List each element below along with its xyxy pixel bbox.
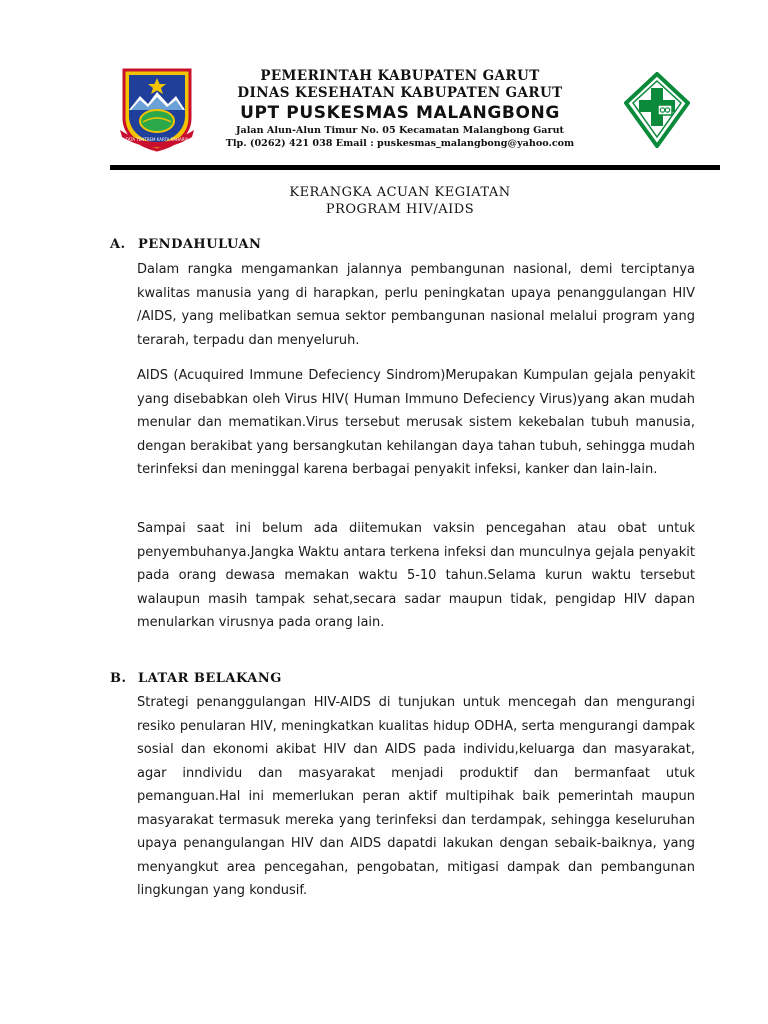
section-b-letter: B.: [110, 671, 127, 686]
letterhead-agency: DINAS KESEHATAN KABUPATEN GARUT: [237, 85, 563, 101]
letterhead-divider: [110, 165, 720, 170]
letterhead-contact: Tlp. (0262) 421 038 Email : puskesmas_malangbong@yahoo.com: [225, 138, 575, 149]
document-title: [140, 184, 660, 218]
letterhead: [200, 68, 600, 150]
section-a-paragraph-3: Sampai saat ini belum ada diitemukan vaksin pencegahan atau obat untuk penyembuhanya.Jangka Waktu antara terkena infeksi dan munculnya gejala penyakit pada orang dewasa memakan waktu 5-10 tahun.Selama kurun waktu tersebut walaupun masih tampak sehat,secara sadar maupun tidak, pengidap HIV dapan menularkan virusnya pada orang lain.: [137, 521, 695, 630]
section-b-paragraph-1: Strategi penanggulangan HIV-AIDS di tunjukan untuk mencegah dan mengurangi resiko penularan HIV, meningkatkan kualitas hidup ODHA, serta mengurangi dampak sosial dan ekonomi akibat HIV dan AIDS pada individu,keluarga dan masyarakat, agar inndividu dan masyarakat menjadi produktif dan bermanfaat utuk pemanguan.Hal ini memerlukan peran aktif multipihak baik pemerintah maupun masyarakat termasuk mereka yang terinfeksi dan terdampak, sehingga keseluruhan upaya penangulangan HIV dan AIDS dapatdi lakukan dengan sebaik-baiknya, yang menyangkut area pencegahan, pengobatan, mitigasi dampak dan pembangunan lingkungan yang kondusif.: [137, 695, 695, 898]
puskesmas-cross-icon: [624, 72, 690, 148]
section-a-title: PENDAHULUAN: [138, 237, 262, 252]
title-line-1: KERANGKA ACUAN KEGIATAN: [289, 185, 511, 200]
section-a-heading: [110, 237, 261, 252]
section-a-paragraph-2: AIDS (Acuquired Immune Defeciency Sindrom)Merupakan Kumpulan gejala penyakit yang disebabkan oleh Virus HIV( Human Immuno Defeciency Virus)yang akan mudah menular dan mematikan.Virus tersebut merusak sistem kekebalan tubuh manusia, dengan berakibat yang bersangkutan kehilangan daya tahan tubuh, sehingga mudah terinfeksi dan meninggal karena berbagai penyakit infeksi, kanker dan lain-lain.: [137, 368, 695, 477]
garut-regency-crest-icon: [118, 66, 196, 152]
letterhead-institution: UPT PUSKESMAS MALANGBONG: [240, 103, 560, 123]
letterhead-government: PEMERINTAH KABUPATEN GARUT: [260, 68, 540, 84]
section-b-heading: [110, 671, 282, 686]
title-line-2: PROGRAM HIV/AIDS: [325, 202, 475, 217]
letterhead-address: Jalan Alun-Alun Timur No. 05 Kecamatan Malangbong Garut: [235, 125, 564, 136]
section-b-title: LATAR BELAKANG: [138, 671, 282, 686]
section-a-paragraph-1: Dalam rangka mengamankan jalannya pembangunan nasional, demi terciptanya kwalitas manusia yang di harapkan, perlu peningkatan upaya penanggulangan HIV /AIDS, yang melibatkan semua sektor pembangunan nasional melalui program yang terarah, terpadu dan menyeluruh.: [137, 262, 695, 348]
section-a-letter: A.: [110, 237, 126, 252]
crest-ribbon-text: TATA TENTREM KARTA RAHARJA: [125, 137, 189, 142]
